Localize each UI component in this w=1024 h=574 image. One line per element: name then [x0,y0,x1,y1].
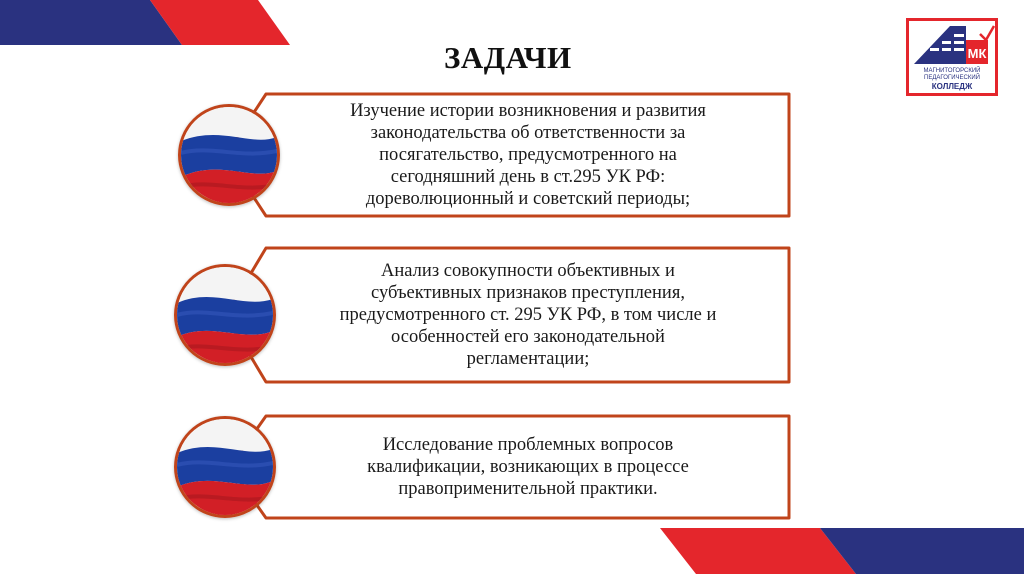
college-logo-icon [906,18,998,96]
bottom-right-stripes [650,524,1024,574]
russian-flag-icon [174,416,276,518]
task-line: дореволюционный и советский периоды; [365,189,691,209]
task-line: сегодняшний день в ст.295 УК РФ: [390,167,666,187]
task-line: Анализ совокупности объективных и [381,261,675,281]
task-line: Исследование проблемных вопросов [382,435,674,455]
task-line: регламентации; [466,349,590,369]
task-line: посягательство, предусмотренного на [379,145,677,165]
slide-title: ЗАДАЧИ [444,40,572,75]
task-line: субъективных признаков преступления, [371,283,685,303]
task-line: Изучение истории возникновения и развития [350,101,706,121]
russian-flag-icon [178,104,280,206]
russian-flag-icon [174,264,276,366]
task-line: квалификации, возникающих в процессе [367,457,689,477]
task-text-1 [273,96,783,214]
task-text-2 [273,250,783,380]
top-left-stripes [0,0,300,50]
task-line: особенностей его законодательной [391,327,665,347]
logo-mark: МК [967,46,987,61]
logo-text-1: МАГНИТОГОРСКИЙ [923,68,981,74]
logo-text-3: КОЛЛЕДЖ [931,82,973,91]
task-line: законодательства об ответственности за [370,123,686,143]
logo-text-2: ПЕДАГОГИЧЕСКИЙ [924,75,980,81]
task-card-1 [178,92,792,218]
task-card-2 [178,246,792,384]
task-line: правоприменительной практики. [398,479,658,499]
task-text-3 [273,418,783,516]
task-line: предусмотренного ст. 295 УК РФ, в том числе и [339,305,717,325]
task-card-3 [178,414,792,520]
